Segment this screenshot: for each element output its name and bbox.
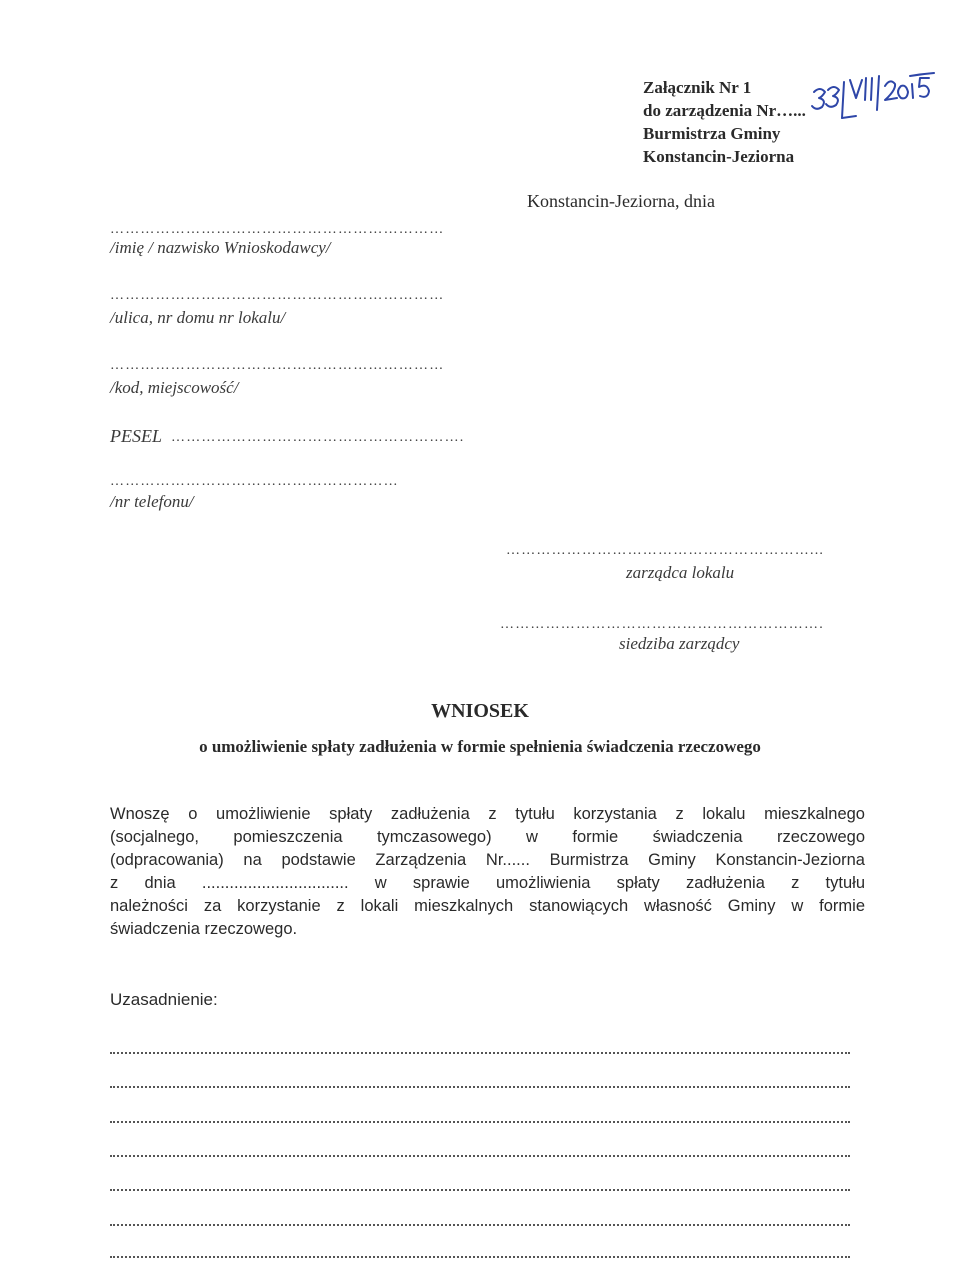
justification-line[interactable]	[110, 1076, 850, 1088]
pesel-label: PESEL	[110, 426, 162, 446]
applicant-phone-caption: /nr telefonu/	[110, 492, 194, 511]
paragraph-line: Wnoszę o umożliwienie spłaty zadłużenia z tytułu korzystania z lokalu mieszkalnego	[110, 805, 865, 823]
justification-line[interactable]	[110, 1214, 850, 1226]
justification-line[interactable]	[110, 1145, 850, 1157]
pesel-dotted-line: ………………………………………………….	[171, 430, 465, 445]
annex-header	[643, 76, 806, 168]
place-date-label: Konstancin-Jeziorna, dnia	[527, 191, 715, 211]
applicant-street-caption: /ulica, nr domu nr lokalu/	[110, 308, 286, 327]
annex-regulation-dots: …...	[776, 101, 806, 120]
handwritten-number-signature	[806, 72, 936, 124]
applicant-postal-dotted-line: …………………………………………………………	[110, 358, 445, 373]
applicant-street-dotted-line: …………………………………………………………	[110, 288, 445, 303]
document-subtitle: o umożliwienie spłaty zadłużenia w formie spełnienia świadczenia rzeczowego	[199, 737, 761, 756]
paragraph-line: z dnia ................................ w sprawie umożliwienia spłaty zadłużenia z tytułu	[110, 874, 865, 892]
applicant-phone-dotted-line: …………………………………………………	[110, 474, 399, 489]
manager-seat-dotted-line: ……………………………………………………….	[500, 617, 824, 632]
paragraph-line: (socjalnego, pomieszczenia tymczasowego) w formie świadczenia rzeczowego	[110, 828, 865, 846]
paragraph-line: należności za korzystanie z lokali mieszkalnych stanowiących własność Gminy w formie	[110, 897, 865, 915]
annex-regulation-label: do zarządzenia Nr	[643, 101, 777, 120]
paragraph-line: (odpracowania) na podstawie Zarządzenia Nr...... Burmistrza Gminy Konstancin-Jeziorna	[110, 851, 865, 869]
justification-line[interactable]	[110, 1246, 850, 1258]
annex-title: Załącznik Nr 1	[643, 78, 752, 97]
justification-label: Uzasadnienie:	[110, 990, 218, 1009]
paragraph-line: świadczenia rzeczowego.	[110, 920, 298, 938]
justification-line[interactable]	[110, 1042, 850, 1054]
manager-caption: zarządca lokalu	[626, 563, 735, 582]
justification-line[interactable]	[110, 1111, 850, 1123]
applicant-name-caption: /imię / nazwisko Wnioskodawcy/	[110, 238, 331, 257]
applicant-name-dotted-line: …………………………………………………………	[110, 222, 445, 237]
justification-line[interactable]	[110, 1179, 850, 1191]
applicant-postal-caption: /kod, miejscowość/	[110, 378, 239, 397]
document-title: WNIOSEK	[431, 700, 529, 722]
annex-municipality: Konstancin-Jeziorna	[643, 147, 795, 166]
annex-authority: Burmistrza Gminy	[643, 124, 781, 143]
manager-seat-caption: siedziba zarządcy	[619, 634, 740, 653]
request-paragraph	[110, 803, 865, 941]
manager-dotted-line: ……………………………………………………...	[506, 543, 825, 558]
annex-regulation-line	[643, 99, 806, 122]
